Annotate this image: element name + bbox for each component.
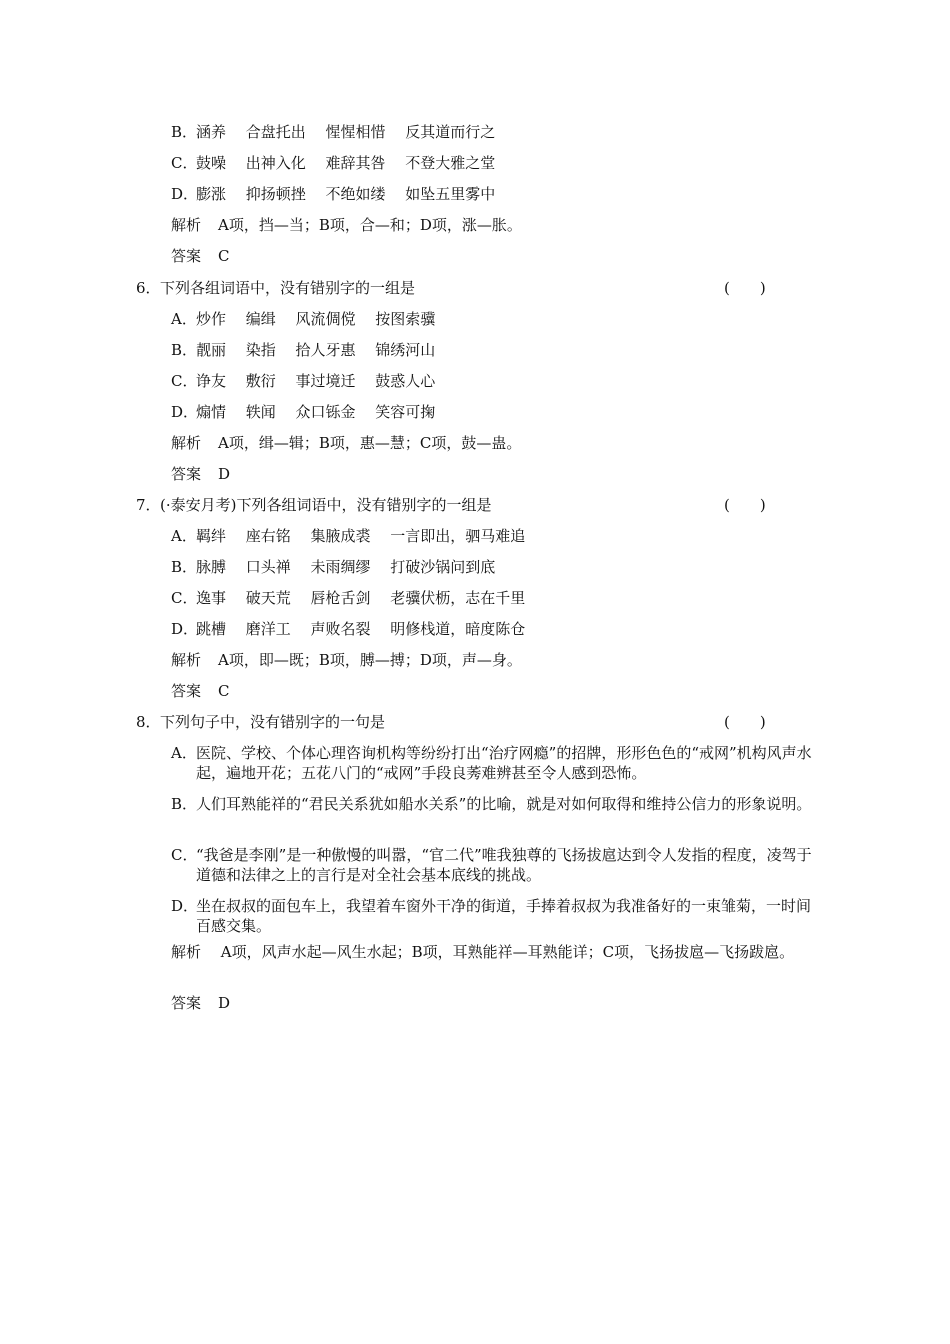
option-text: 脉膊 口头禅 未雨绸缪 打破沙锅问到底 bbox=[196, 558, 496, 576]
option-label: B． bbox=[171, 558, 198, 576]
answer-label: 答案 bbox=[171, 465, 202, 483]
option-label: D． bbox=[171, 620, 199, 638]
option-text: 靓丽 染指 拾人牙惠 锦绣河山 bbox=[196, 341, 436, 359]
option-label: D． bbox=[171, 897, 199, 915]
analysis-label: 解析 bbox=[171, 434, 202, 452]
option-text: 跳槽 磨洋工 声败名裂 明修栈道，暗度陈仓 bbox=[196, 620, 526, 638]
analysis-label: 解析 bbox=[171, 651, 202, 669]
option-label: B． bbox=[171, 341, 198, 359]
option-label: C． bbox=[171, 589, 198, 607]
question-stem: (·泰安月考)下列各组词语中，没有错别字的一组是 bbox=[160, 496, 492, 514]
question-number: 8． bbox=[136, 713, 161, 731]
answer-label: 答案 bbox=[171, 994, 202, 1012]
answer-value: C bbox=[218, 247, 230, 265]
option-label: A． bbox=[171, 744, 197, 762]
answer-label: 答案 bbox=[171, 247, 202, 265]
analysis-text: A项，挡—当；B项，合—和；D项，涨—胀。 bbox=[218, 216, 522, 234]
option-label: B． bbox=[171, 123, 198, 141]
option-text: 逸事 破天荒 唇枪舌剑 老骥伏枥，志在千里 bbox=[196, 589, 526, 607]
option-text: 人们耳熟能祥的“君民关系犹如船水关系”的比喻，就是对如何取得和维持公信力的形象说明。 bbox=[196, 795, 812, 813]
answer-value: C bbox=[218, 682, 230, 700]
option-label: D． bbox=[171, 185, 199, 203]
option-text: 诤友 敷衍 事过境迁 鼓惑人心 bbox=[196, 372, 436, 390]
option-text: 炒作 编缉 风流倜傥 按图索骥 bbox=[196, 310, 436, 328]
analysis-text: A项，缉—辑；B项，惠—慧；C项，鼓—蛊。 bbox=[218, 434, 522, 452]
option-text: 医院、学校、个体心理咨询机构等纷纷打出“治疗网瘾”的招牌，形形色色的“戒网”机构风声水起，遍地开花；五花八门的“戒网”手段良莠难辨甚至令人感到恐怖。 bbox=[196, 744, 812, 782]
answer-value: D bbox=[218, 465, 231, 483]
question-number: 6． bbox=[136, 279, 161, 297]
analysis-text: A项，即—既；B项，膊—搏；D项，声—身。 bbox=[218, 651, 522, 669]
option-label: D． bbox=[171, 403, 199, 421]
option-label: A． bbox=[171, 310, 197, 328]
analysis-text: A项，风声水起—风生水起；B项，耳熟能祥—耳熟能详；C项，飞扬拔扈—飞扬跋扈。 bbox=[220, 943, 795, 961]
answer-value: D bbox=[218, 994, 231, 1012]
analysis-label: 解析 bbox=[171, 943, 202, 961]
option-label: A． bbox=[171, 527, 197, 545]
question-stem: 下列句子中，没有错别字的一句是 bbox=[160, 713, 386, 731]
option-text: “我爸是李刚”是一种傲慢的叫嚣，“官二代”唯我独尊的飞扬拔扈达到令人发指的程度，凌驾于道德和法律之上的言行是对全社会基本底线的挑战。 bbox=[196, 846, 812, 884]
option-label: B． bbox=[171, 795, 198, 813]
answer-blank: ( ) bbox=[724, 496, 766, 514]
answer-blank: ( ) bbox=[724, 279, 766, 297]
option-text: 坐在叔叔的面包车上，我望着车窗外干净的街道，手捧着叔叔为我准备好的一束雏菊，一时间百感交集。 bbox=[196, 897, 812, 935]
option-label: C． bbox=[171, 154, 198, 172]
answer-label: 答案 bbox=[171, 682, 202, 700]
question-stem: 下列各组词语中，没有错别字的一组是 bbox=[160, 279, 416, 297]
option-label: C． bbox=[171, 846, 198, 864]
analysis-block bbox=[171, 942, 821, 962]
option-text: 鼓噪 出神入化 难辞其咎 不登大雅之堂 bbox=[196, 154, 496, 172]
option-label: C． bbox=[171, 372, 198, 390]
analysis-label: 解析 bbox=[171, 216, 202, 234]
option-text: 涵养 合盘托出 惺惺相惜 反其道而行之 bbox=[196, 123, 496, 141]
answer-blank: ( ) bbox=[724, 713, 766, 731]
question-number: 7． bbox=[136, 496, 161, 514]
option-text: 膨涨 抑扬顿挫 不绝如缕 如坠五里雾中 bbox=[196, 185, 496, 203]
option-text: 煽情 轶闻 众口铄金 笑容可掬 bbox=[196, 403, 436, 421]
option-text: 羁绊 座右铭 集腋成裘 一言即出，驷马难追 bbox=[196, 527, 526, 545]
